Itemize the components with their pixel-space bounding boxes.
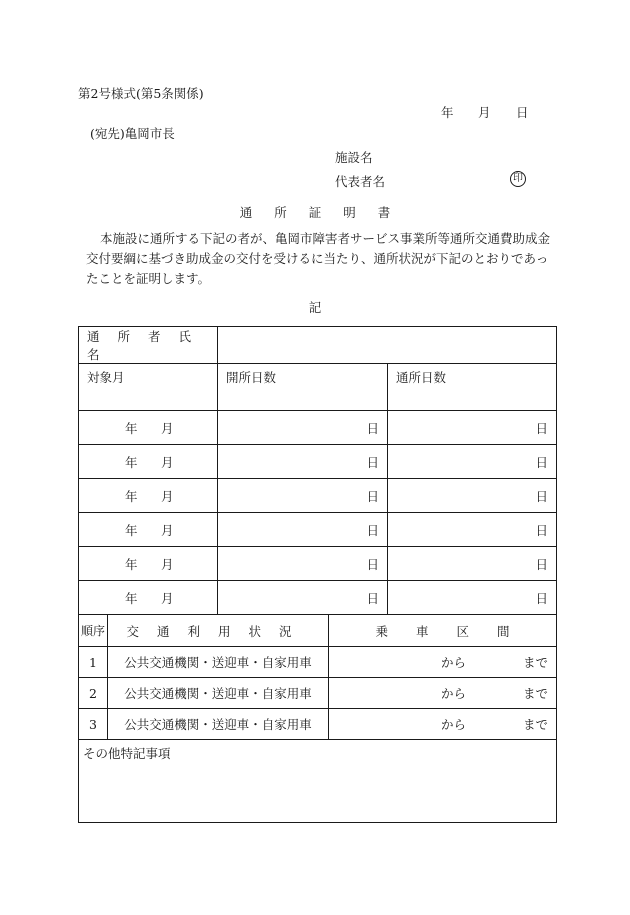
transport-options[interactable]: 公共交通機関・送迎車・自家用車 — [108, 647, 329, 678]
facility-name-label: 施設名 — [335, 150, 373, 165]
form-number-label: 第2号様式(第5条関係) — [78, 86, 204, 101]
month-year-unit: 年 — [125, 454, 138, 470]
attendance-days-cell[interactable] — [388, 445, 557, 479]
route-from-label: から — [441, 717, 467, 732]
transport-usage-header: 交通利用状況 — [108, 615, 329, 647]
month-month-unit: 月 — [161, 522, 174, 538]
attendance-days-unit: 日 — [535, 556, 549, 572]
month-month-unit: 月 — [161, 454, 174, 470]
attendee-name-field[interactable] — [218, 327, 557, 364]
other-notes-label: その他特記事項 — [79, 740, 557, 823]
month-year-unit: 年 — [125, 488, 138, 504]
date-line — [441, 103, 529, 121]
target-month-header: 対象月 — [79, 364, 218, 411]
attendance-days-unit: 日 — [535, 522, 549, 538]
name-row — [79, 327, 557, 364]
attendance-days-unit: 日 — [535, 420, 549, 436]
certification-statement: 本施設に通所する下記の者が、亀岡市障害者サービス事業所等通所交通費助成金交付要綱に基づき助成金の交付を受けるに当たり、通所状況が下記のとおりであったことを証明します。 — [86, 231, 551, 286]
month-cell[interactable] — [79, 445, 218, 479]
route-row — [79, 678, 557, 709]
route-rows — [79, 647, 557, 740]
attendance-days-cell[interactable] — [388, 479, 557, 513]
sequence-header: 順序 — [79, 615, 108, 647]
sequence-number: 1 — [79, 647, 108, 678]
month-year-unit: 年 — [125, 522, 138, 538]
attendance-table — [78, 326, 557, 823]
open-days-cell[interactable] — [218, 479, 388, 513]
month-row — [79, 513, 557, 547]
month-cell[interactable] — [79, 411, 218, 445]
boarding-section-header: 乗車区間 — [329, 615, 557, 647]
boarding-section-cell[interactable] — [329, 678, 557, 709]
open-days-cell[interactable] — [218, 513, 388, 547]
attendee-name-label: 通所者氏名 — [79, 327, 218, 364]
route-from-label: から — [441, 655, 467, 670]
date-year: 年 — [441, 105, 454, 120]
route-until-label: まで — [523, 655, 549, 670]
month-row — [79, 581, 557, 615]
route-until-label: まで — [523, 717, 549, 732]
attendance-days-header: 通所日数 — [388, 364, 557, 411]
month-row — [79, 547, 557, 581]
month-cell[interactable] — [79, 513, 218, 547]
attendance-days-cell[interactable] — [388, 581, 557, 615]
open-days-header: 開所日数 — [218, 364, 388, 411]
document-title: 通所証明書 — [239, 205, 413, 220]
month-cell[interactable] — [79, 581, 218, 615]
notes-row — [79, 740, 557, 823]
open-days-cell[interactable] — [218, 581, 388, 615]
route-until-label: まで — [523, 686, 549, 701]
attendance-days-unit: 日 — [535, 488, 549, 504]
open-days-unit: 日 — [366, 590, 380, 606]
open-days-unit: 日 — [366, 522, 380, 538]
month-rows — [79, 411, 557, 615]
open-days-unit: 日 — [366, 488, 380, 504]
month-row — [79, 411, 557, 445]
month-month-unit: 月 — [161, 420, 174, 436]
addressee: (宛先)亀岡市長 — [90, 126, 175, 141]
open-days-cell[interactable] — [218, 411, 388, 445]
date-month: 月 — [478, 105, 491, 120]
route-row — [79, 709, 557, 740]
sequence-number: 3 — [79, 709, 108, 740]
attendance-days-unit: 日 — [535, 590, 549, 606]
month-month-unit: 月 — [161, 556, 174, 572]
open-days-unit: 日 — [366, 556, 380, 572]
month-year-unit: 年 — [125, 556, 138, 572]
seal-mark-icon: 印 — [510, 171, 526, 187]
route-from-label: から — [441, 686, 467, 701]
attendance-days-cell[interactable] — [388, 513, 557, 547]
transport-header-row — [79, 615, 557, 647]
open-days-cell[interactable] — [218, 547, 388, 581]
column-header-row — [79, 364, 557, 411]
attendance-days-cell[interactable] — [388, 411, 557, 445]
sequence-number: 2 — [79, 678, 108, 709]
boarding-section-cell[interactable] — [329, 647, 557, 678]
route-row — [79, 647, 557, 678]
month-row — [79, 445, 557, 479]
representative-name-label: 代表者名 — [335, 174, 386, 189]
month-cell[interactable] — [79, 479, 218, 513]
month-row — [79, 479, 557, 513]
open-days-cell[interactable] — [218, 445, 388, 479]
month-year-unit: 年 — [125, 420, 138, 436]
boarding-section-cell[interactable] — [329, 709, 557, 740]
transport-options[interactable]: 公共交通機関・送迎車・自家用車 — [108, 709, 329, 740]
ki-heading: 記 — [308, 300, 322, 315]
date-day: 日 — [516, 105, 529, 120]
open-days-unit: 日 — [366, 420, 380, 436]
attendance-days-unit: 日 — [535, 454, 549, 470]
month-month-unit: 月 — [161, 590, 174, 606]
month-cell[interactable] — [79, 547, 218, 581]
attendance-days-cell[interactable] — [388, 547, 557, 581]
transport-options[interactable]: 公共交通機関・送迎車・自家用車 — [108, 678, 329, 709]
open-days-unit: 日 — [366, 454, 380, 470]
month-month-unit: 月 — [161, 488, 174, 504]
month-year-unit: 年 — [125, 590, 138, 606]
